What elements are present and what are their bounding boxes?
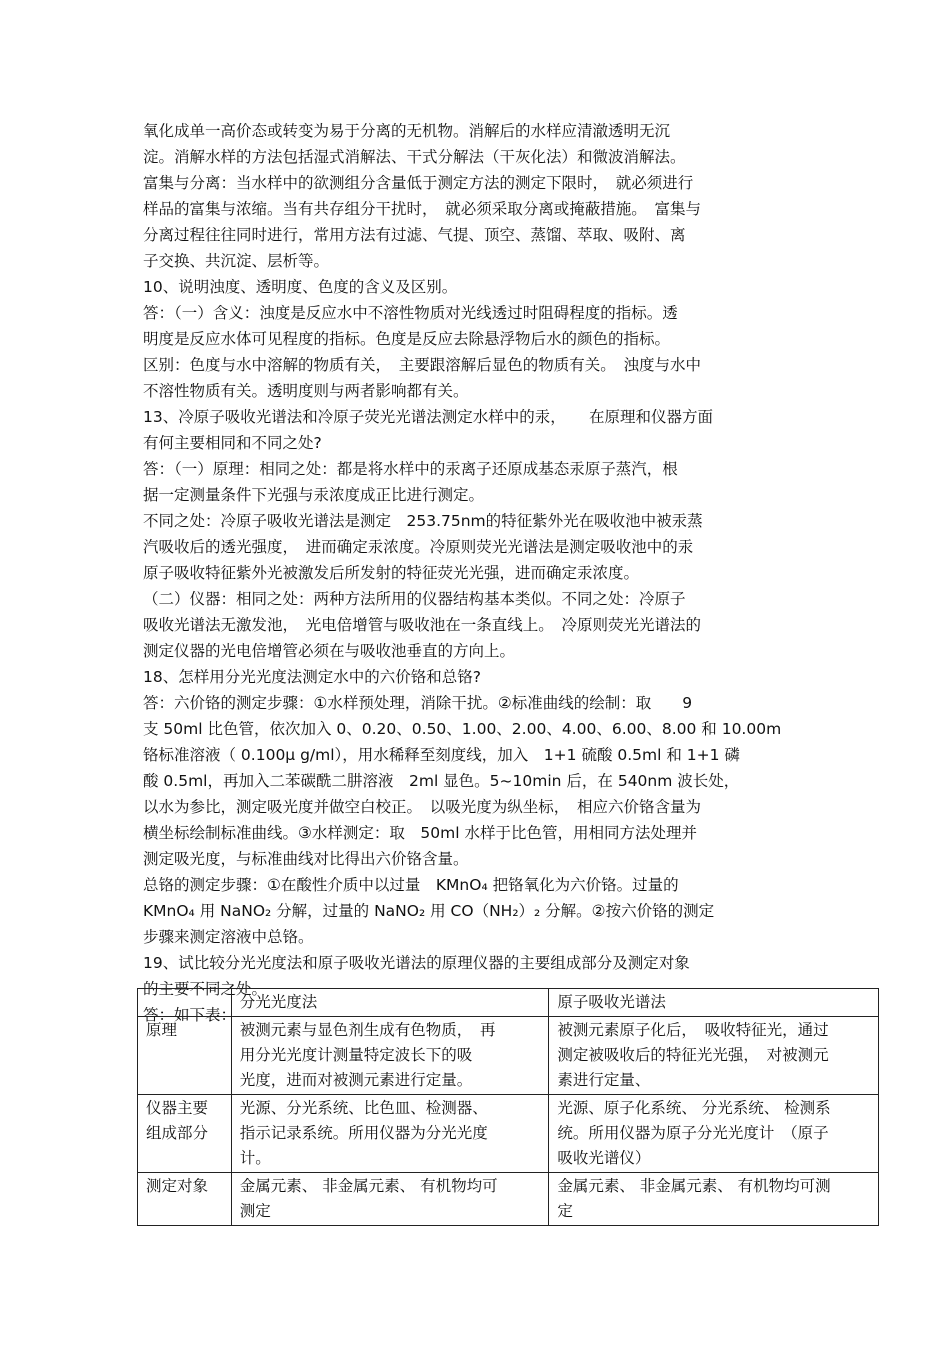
text-line: 横坐标绘制标准曲线。③水样测定：取 50ml 水样于比色管，用相同方法处理并 [143,824,697,842]
text-line: 以水为参比，测定吸光度并做空白校正。 以吸光度为纵坐标， 相应六价铬含量为 [143,798,702,816]
table-row [138,1095,879,1173]
table-header-row [138,989,879,1017]
table-cell [231,1095,549,1173]
table-cell [231,1173,549,1226]
table-cell [549,1017,879,1095]
text-line: 富集与分离：当水样中的欲测组分含量低于测定方法的测定下限时， 就必须进行 [143,174,694,192]
question-13-heading: 13、冷原子吸收光谱法和冷原子荧光光谱法测定水样中的汞， 在原理和仪器方面 [143,408,713,426]
text-line: 答：（一）含义：浊度是反应水中不溶性物质对光线透过时阻碍程度的指标。透 [143,304,678,322]
text-line: 的主要不同之处。 [143,980,268,998]
text-line: 样品的富集与浓缩。当有共存组分干扰时， 就必须采取分离或掩蔽措施。 富集与 [143,200,702,218]
cell-text: 用分光光度计测量特定波长下的吸 [239,1046,473,1064]
question-19-heading: 19、试比较分光光度法和原子吸收光谱法的原理仪器的主要组成部分及测定对象 [143,954,690,972]
cell-text: 指示记录系统。所用仪器为分光光度 [239,1124,488,1142]
text-line: 区别：色度与水中溶解的物质有关， 主要跟溶解后显色的物质有关。 浊度与水中 [143,356,702,374]
cell-text: 测定 [239,1202,271,1220]
row-label: 仪器主要 [146,1099,209,1117]
text-line: 测定仪器的光电倍增管必须在与吸收池垂直的方向上。 [143,642,516,660]
text-line: 答：（一）原理：相同之处：都是将水样中的汞离子还原成基态汞原子蒸汽，根 [143,460,678,478]
cell-text: 计。 [239,1149,271,1167]
question-10-heading: 10、说明浊度、透明度、色度的含义及区别。 [143,278,458,296]
text-line: 明度是反应水体可见程度的指标。色度是反应去除悬浮物后水的颜色的指标。 [143,330,671,348]
text-line: KMnO₄ 用 NaNO₂ 分解，过量的 NaNO₂ 用 CO（NH₂）₂ 分解。②按六价铬的测定 [143,902,715,920]
cell-text: 光度，进而对被测元素进行定量。 [239,1071,473,1089]
text-line: 不同之处：冷原子吸收光谱法是测定 253.75nm的特征紫外光在吸收池中被汞蒸 [143,512,703,530]
table-header-cell: 分光光度法 [231,989,549,1017]
cell-text: 素进行定量、 [557,1071,651,1089]
text-line: 测定吸光度，与标准曲线对比得出六价铬含量。 [143,850,469,868]
text-line: 不溶性物质有关。透明度则与两者影响都有关。 [143,382,469,400]
row-label: 组成部分 [146,1124,209,1142]
text-line: 步骤来测定溶液中总铬。 [143,928,314,946]
cell-text: 被测元素原子化后， 吸收特征光，通过 [557,1021,829,1039]
text-line: 总铬的测定步骤：①在酸性介质中以过量 KMnO₄ 把铬氧化为六价铬。过量的 [143,876,679,894]
text-line: 答：六价铬的测定步骤：①水样预处理，消除干扰。②标准曲线的绘制：取 9 [143,694,693,712]
text-line: 子交换、共沉淀、层析等。 [143,252,330,270]
cell-text: 测定被吸收后的特征光光强， 对被测元 [557,1046,829,1064]
text-line: （二）仪器：相同之处：两种方法所用的仪器结构基本类似。不同之处：冷原子 [143,590,686,608]
cell-text: 金属元素、 非金属元素、 有机物均可 [239,1177,498,1195]
text-block-top [143,118,823,1028]
text-line: 原子吸收特征紫外光被激发后所发射的特征荧光光强，进而确定汞浓度。 [143,564,640,582]
table-cell [549,1095,879,1173]
text-line: 分离过程往往同时进行，常用方法有过滤、气提、顶空、蒸馏、萃取、吸附、离 [143,226,686,244]
text-line: 铬标准溶液（ 0.100μ g/ml），用水稀释至刻度线，加入 1+1 硫酸 0.5ml 和 1+1 磷 [143,746,740,764]
table-row [138,1017,879,1095]
cell-text: 统。所用仪器为原子分光光度计 （原子 [557,1124,829,1142]
text-line: 支 50ml 比色管，依次加入 0、0.20、0.50、1.00、2.00、4.00、6.00、8.00 和 10.00m [143,720,782,738]
text-line: 据一定测量条件下光强与汞浓度成正比进行测定。 [143,486,485,504]
row-label-cell [138,1173,232,1226]
text-line: 答：如下表： [143,1006,237,1024]
text-line: 淀。消解水样的方法包括湿式消解法、干式分解法（干灰化法）和微波消解法。 [143,148,686,166]
text-line: 有何主要相同和不同之处? [143,434,322,452]
text-line: 酸 0.5ml，再加入二苯碳酰二肼溶液 2ml 显色。5~10min 后，在 540nm 波长处， [143,772,740,790]
cell-text: 定 [557,1202,573,1220]
text-line: 氧化成单一高价态或转变为易于分离的无机物。消解后的水样应清澈透明无沉 [143,122,671,140]
cell-text: 光源、原子化系统、 分光系统、 检测系 [557,1099,831,1117]
table-row [138,1173,879,1226]
question-18-heading: 18、怎样用分光光度法测定水中的六价铬和总铬? [143,668,481,686]
cell-text: 金属元素、 非金属元素、 有机物均可测 [557,1177,831,1195]
row-label: 原理 [146,1021,178,1039]
table-cell [231,1017,549,1095]
table-cell [549,1173,879,1226]
cell-text: 吸收光谱仪） [557,1149,651,1167]
cell-text: 被测元素与显色剂生成有色物质， 再 [239,1021,496,1039]
cell-text: 光源、分光系统、比色皿、检测器、 [239,1099,488,1117]
row-label-cell [138,1017,232,1095]
row-label: 测定对象 [146,1177,209,1195]
table-header-cell [138,989,232,1017]
row-label-cell [138,1095,232,1173]
table-header-cell: 原子吸收光谱法 [549,989,879,1017]
text-line: 汽吸收后的透光强度， 进而确定汞浓度。冷原则荧光光谱法是测定吸收池中的汞 [143,538,694,556]
text-line: 吸收光谱法无激发池， 光电倍增管与吸收池在一条直线上。 冷原则荧光光谱法的 [143,616,702,634]
comparison-table [137,988,879,1226]
